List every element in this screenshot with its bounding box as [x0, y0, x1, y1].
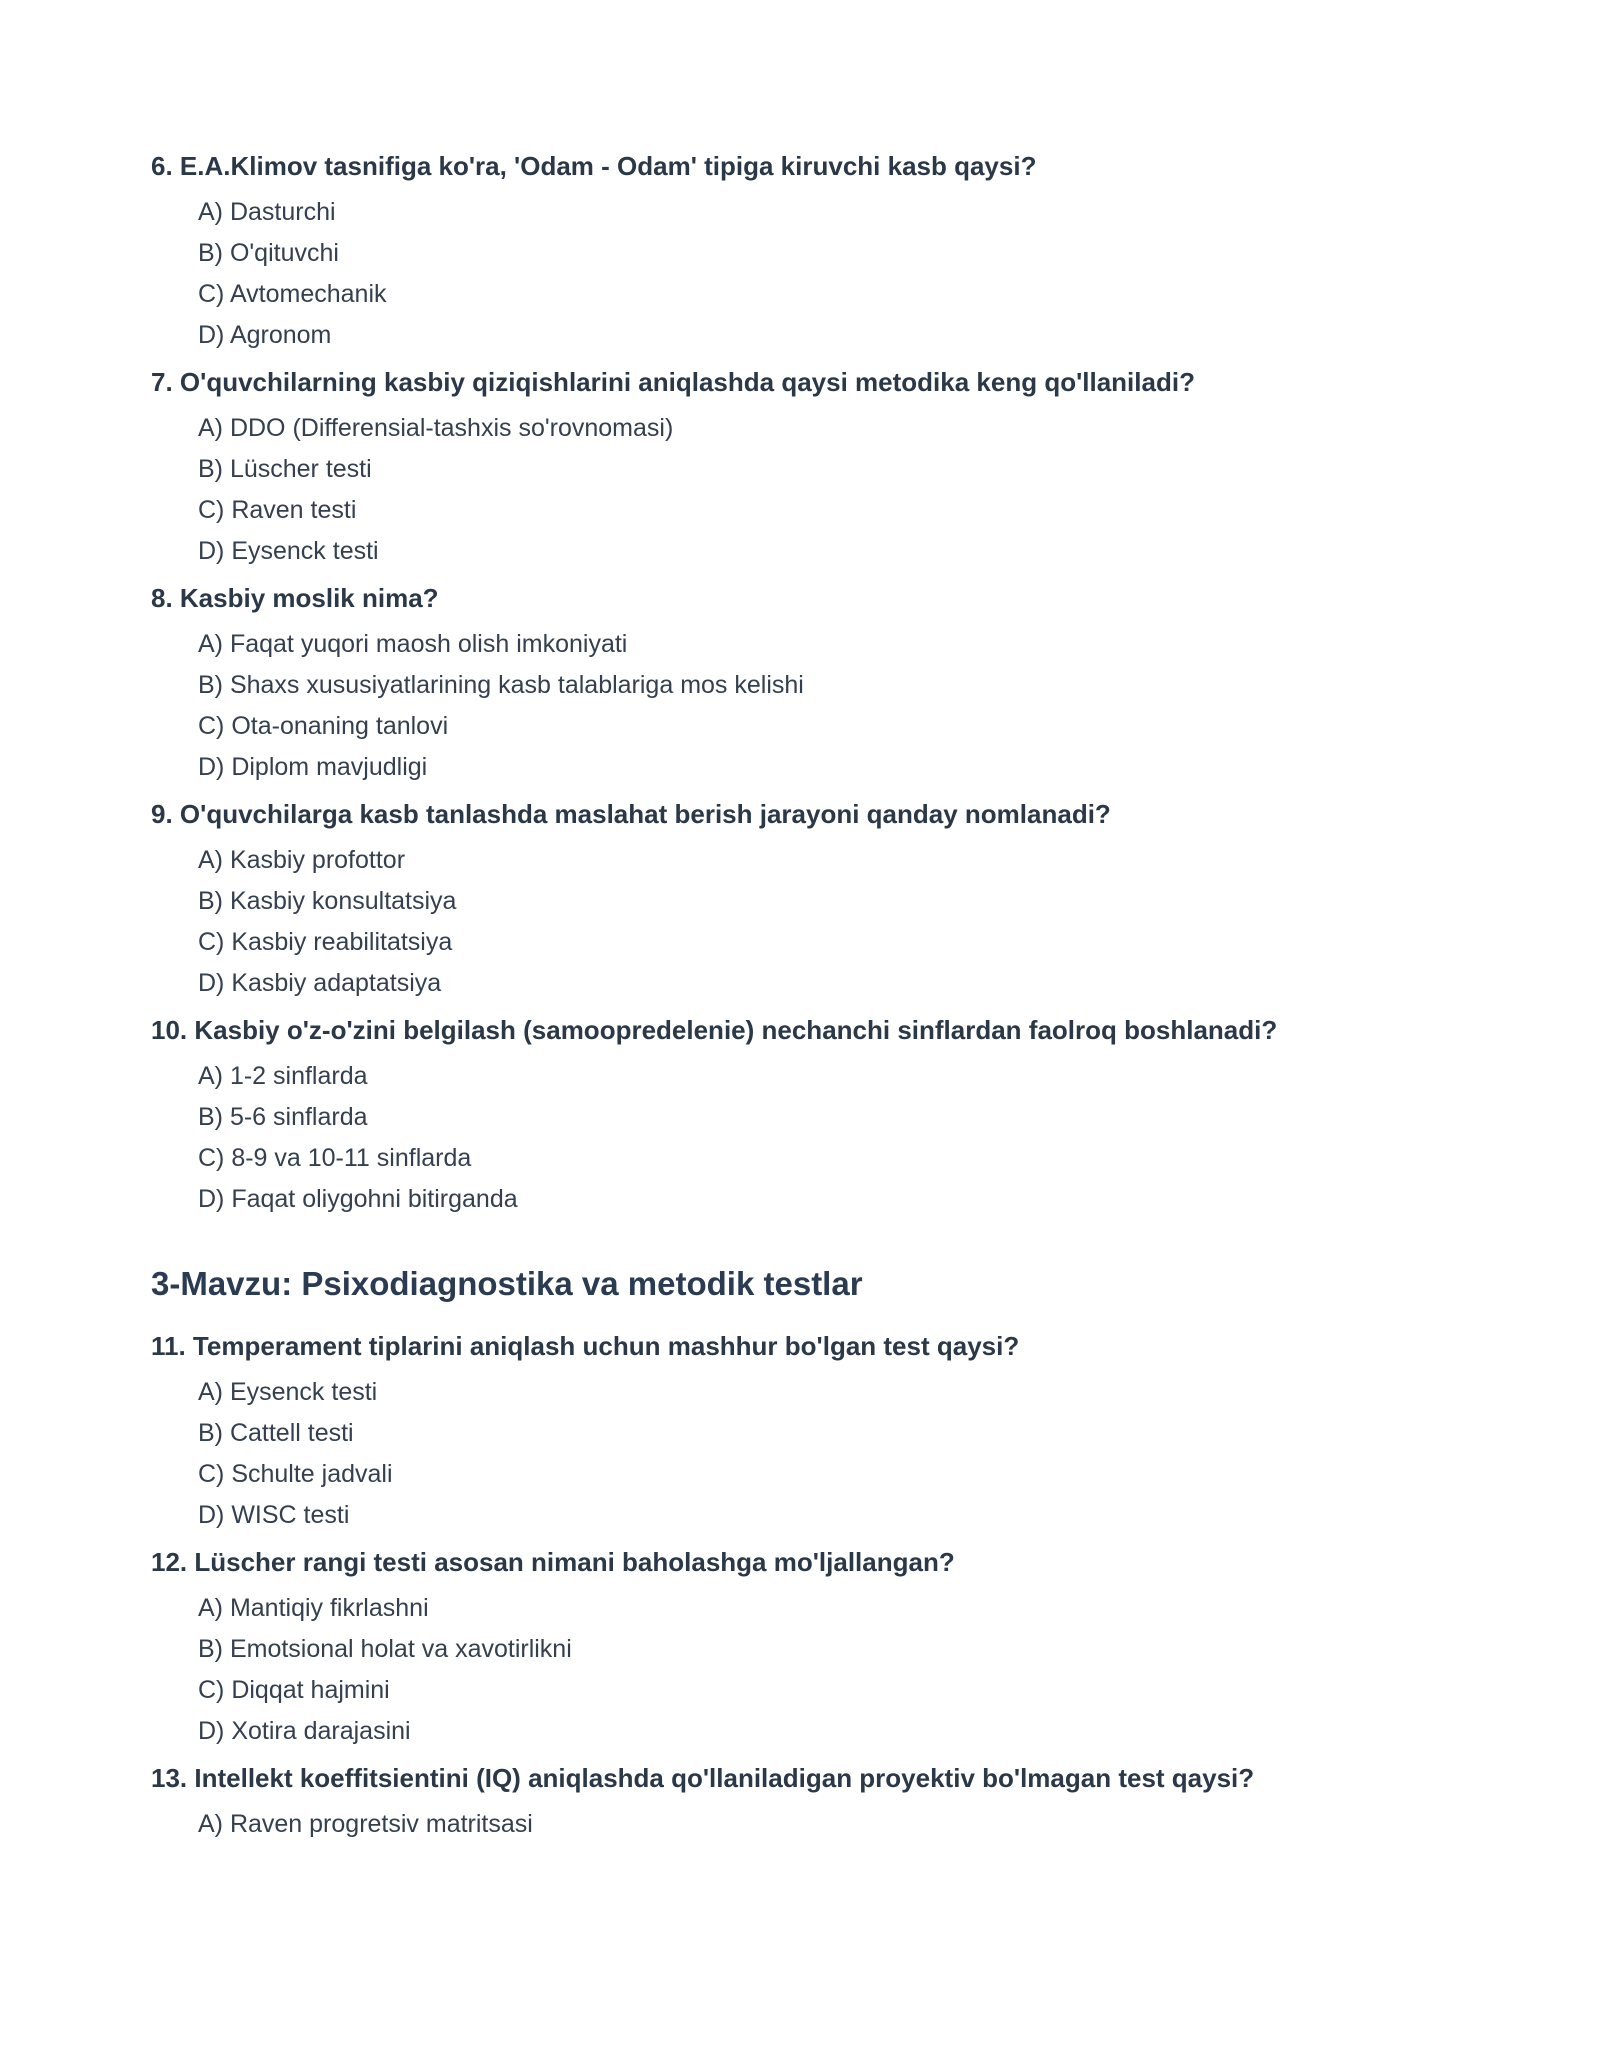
question-text: 8. Kasbiy moslik nima? — [151, 583, 439, 613]
question-item — [151, 582, 1600, 788]
answer-options — [151, 624, 1600, 788]
question-list — [151, 150, 1600, 1220]
question-text: 10. Kasbiy o'z-o'zini belgilash (samoopredelenie) nechanchi sinflardan faolroq boshlanadi? — [151, 1015, 1278, 1045]
answer-options — [151, 192, 1600, 356]
answer-option: A) Faqat yuqori maosh olish imkoniyati — [198, 630, 628, 658]
answer-option: B) Kasbiy konsultatsiya — [198, 887, 457, 915]
answer-option: B) Shaxs xususiyatlarining kasb talablariga mos kelishi — [198, 671, 804, 699]
answer-option: C) Raven testi — [198, 496, 357, 524]
answer-option: D) Eysenck testi — [198, 537, 379, 565]
question-text: 12. Lüscher rangi testi asosan nimani baholashga mo'ljallangan? — [151, 1547, 955, 1577]
answer-options — [151, 840, 1600, 1004]
answer-options — [151, 1588, 1600, 1752]
answer-options — [151, 408, 1600, 572]
question-text: 11. Temperament tiplarini aniqlash uchun mashhur bo'lgan test qaysi? — [151, 1331, 1020, 1361]
answer-option: D) Xotira darajasini — [198, 1717, 411, 1745]
answer-option: B) Emotsional holat va xavotirlikni — [198, 1635, 572, 1663]
answer-option: D) Diplom mavjudligi — [198, 753, 428, 781]
question-text: 13. Intellekt koeffitsientini (IQ) aniqlashda qo'llaniladigan proyektiv bo'lmagan test qaysi? — [151, 1763, 1255, 1793]
question-text: 9. O'quvchilarga kasb tanlashda maslahat berish jarayoni qanday nomlanadi? — [151, 799, 1111, 829]
question-item — [151, 1014, 1600, 1220]
question-list — [151, 1330, 1600, 1845]
answer-option: B) Cattell testi — [198, 1419, 354, 1447]
answer-option: D) WISC testi — [198, 1501, 350, 1529]
section-title: 3-Mavzu: Psixodiagnostika va metodik testlar — [151, 1265, 863, 1302]
answer-option: C) Diqqat hajmini — [198, 1676, 390, 1704]
answer-option: D) Agronom — [198, 321, 332, 349]
answer-options — [151, 1804, 1600, 1845]
answer-option: B) O'qituvchi — [198, 239, 339, 267]
answer-option: A) Mantiqiy fikrlashni — [198, 1594, 429, 1622]
answer-option: A) Raven progretsiv matritsasi — [198, 1810, 533, 1838]
answer-option: C) Schulte jadvali — [198, 1460, 393, 1488]
answer-option: A) Kasbiy profottor — [198, 846, 406, 874]
answer-option: B) Lüscher testi — [198, 455, 372, 483]
answer-option: D) Kasbiy adaptatsiya — [198, 969, 442, 997]
question-text: 7. O'quvchilarning kasbiy qiziqishlarini aniqlashda qaysi metodika keng qo'llaniladi? — [151, 367, 1195, 397]
answer-option: C) Kasbiy reabilitatsiya — [198, 928, 453, 956]
question-item — [151, 150, 1600, 356]
question-text: 6. E.A.Klimov tasnifiga ko'ra, 'Odam - Odam' tipiga kiruvchi kasb qaysi? — [151, 151, 1037, 181]
answer-option: A) Eysenck testi — [198, 1378, 378, 1406]
answer-option: B) 5-6 sinflarda — [198, 1103, 368, 1131]
question-item — [151, 1546, 1600, 1752]
answer-option: A) 1-2 sinflarda — [198, 1062, 368, 1090]
answer-options — [151, 1056, 1600, 1220]
question-item — [151, 1762, 1600, 1845]
answer-option: C) 8-9 va 10-11 sinflarda — [198, 1144, 472, 1172]
question-item — [151, 1330, 1600, 1536]
question-item — [151, 366, 1600, 572]
answer-option: A) DDO (Differensial-tashxis so'rovnomasi) — [198, 414, 674, 442]
answer-option: C) Avtomechanik — [198, 280, 387, 308]
question-item — [151, 798, 1600, 1004]
answer-option: C) Ota-onaning tanlovi — [198, 712, 449, 740]
answer-options — [151, 1372, 1600, 1536]
answer-option: A) Dasturchi — [198, 198, 336, 226]
answer-option: D) Faqat oliygohni bitirganda — [198, 1185, 518, 1213]
